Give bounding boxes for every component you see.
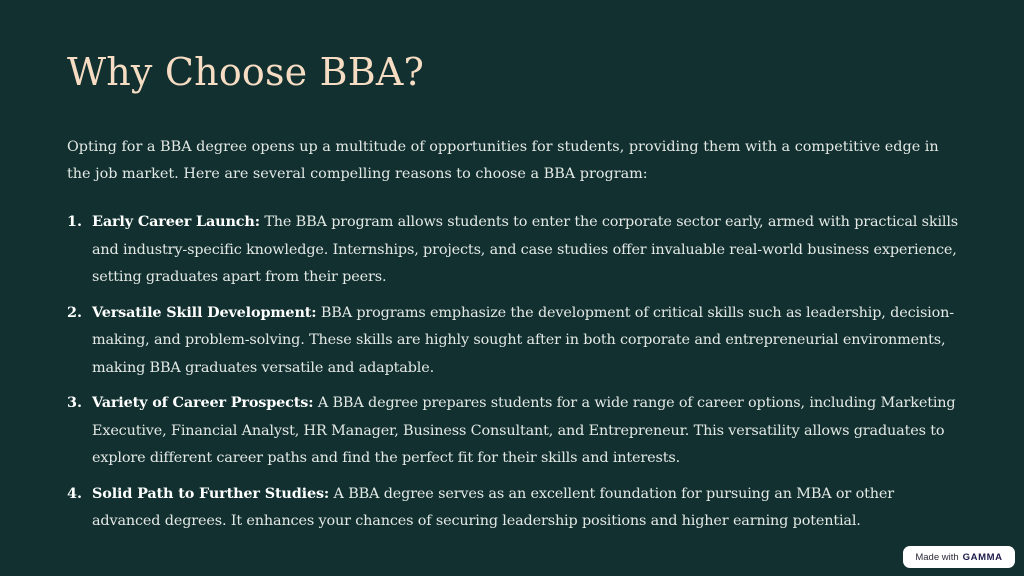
gamma-logo-icon: GAMMA — [962, 551, 1003, 563]
badge-label: Made with — [915, 551, 959, 563]
intro-paragraph: Opting for a BBA degree opens up a multitude of opportunities for students, providing them with a competitive edge in the job market. Here are several compelling reasons to choose a BBA program: — [67, 139, 939, 182]
reason-number: 4. — [67, 484, 83, 502]
reason-description: The BBA program allows students to enter the corporate sector early, armed with practical skills and industry-specific knowledge. Internships, projects, and case studies offer invaluable real-world business experience, setting graduates apart from their peers. — [92, 214, 959, 285]
reason-title: Versatile Skill Development: — [92, 303, 317, 321]
reason-body — [92, 389, 962, 473]
reason-item-further-studies — [67, 480, 962, 536]
reason-body — [92, 480, 962, 536]
reason-number: 1. — [67, 213, 83, 230]
reason-title: Variety of Career Prospects: — [92, 394, 314, 411]
reason-description: A BBA degree prepares students for a wide range of career options, including Marketing Executive, Financial Analyst, HR Manager, Business Consultant, and Entrepreneur. This versatility allows graduates to explore different career paths and find the perfect fit for their skills and interests. — [92, 395, 956, 466]
reason-item-versatile-skills — [67, 299, 962, 383]
reason-number: 3. — [67, 394, 83, 411]
reason-title: Early Career Launch: — [92, 213, 260, 230]
reason-description: A BBA degree serves as an excellent foundation for pursuing an MBA or other advanced degrees. It enhances your chances of securing leadership positions and higher earning potential. — [92, 485, 894, 529]
reason-title: Solid Path to Further Studies: — [92, 484, 330, 502]
reason-item-early-career — [67, 208, 962, 292]
reason-number: 2. — [67, 303, 83, 321]
reason-description: BBA programs emphasize the development of critical skills such as leadership, decision-making, and problem-solving. These skills are highly sought after in both corporate and entrepreneurial environments, making BBA graduates versatile and adaptable. — [92, 304, 954, 376]
slide-title: Why Choose BBA? — [67, 50, 425, 94]
reasons-list — [67, 208, 962, 543]
reason-body — [92, 299, 962, 383]
made-with-gamma-badge[interactable] — [903, 546, 1015, 568]
reason-item-career-prospects — [67, 389, 962, 473]
reason-body — [92, 208, 962, 292]
